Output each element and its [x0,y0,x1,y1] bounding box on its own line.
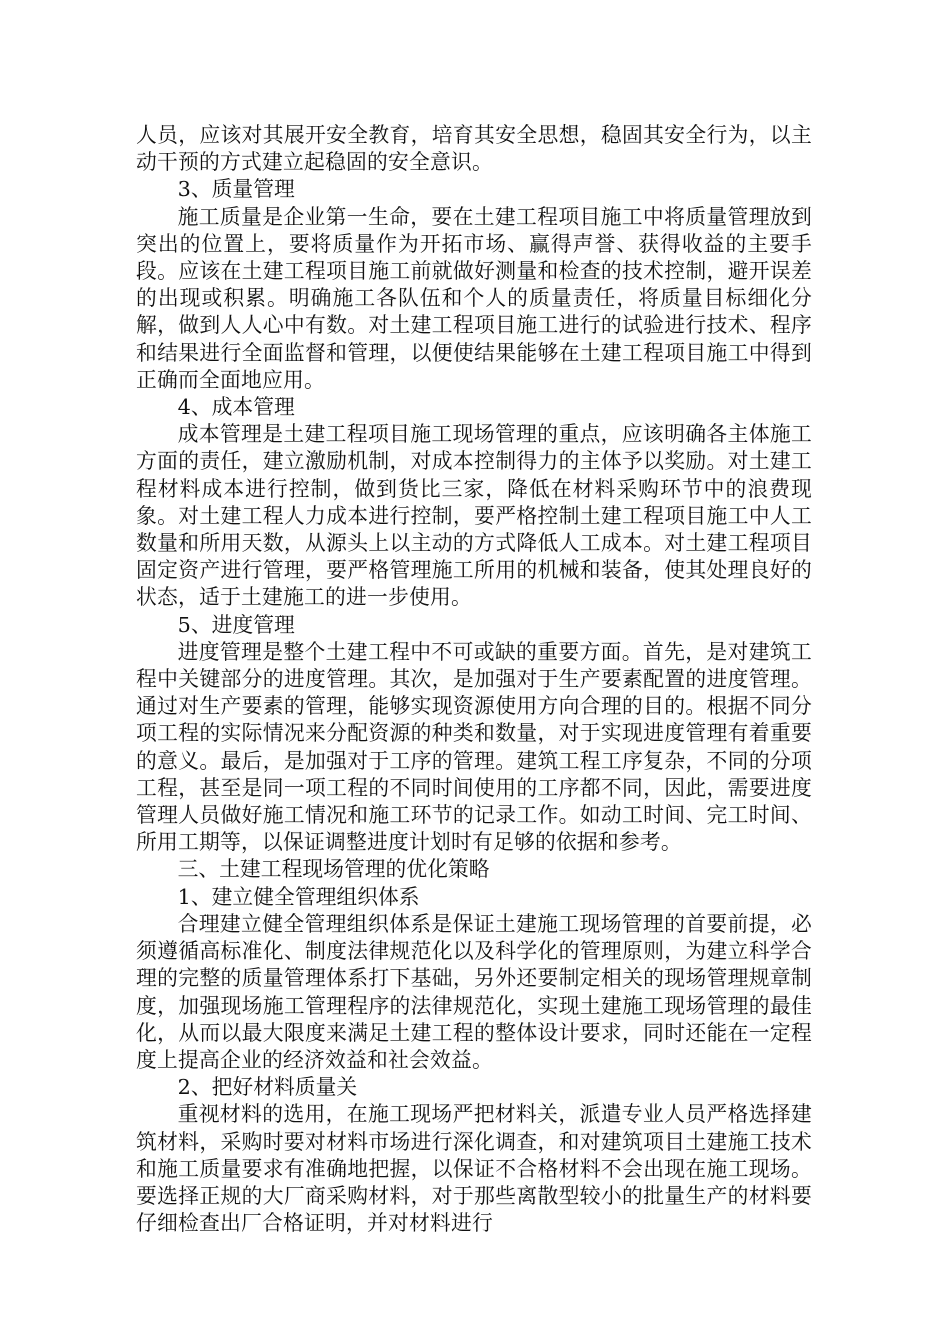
paragraph-organization: 合理建立健全管理组织体系是保证土建施工现场管理的首要前提，必须遵循高标准化、制度法律规范化以及科学化的管理原则，为建立科学合理的完整的质量管理体系打下基础，另外还要制定相关的现场管理规章制度，加强现场施工管理程序的法律规范化，实现土建施工现场管理的最佳化，从而以最大限度来满足土建工程的整体设计要求，同时还能在一定程度上提高企业的经济效益和社会效益。 [136,911,812,1072]
paragraph-cost: 成本管理是土建工程项目施工现场管理的重点，应该明确各主体施工方面的责任，建立激励机制，对成本控制得力的主体予以奖励。对土建工程材料成本进行控制，做到货比三家，降低在材料采购环节中的浪费现象。对土建工程人力成本进行控制，要严格控制土建工程项目施工中人工数量和所用天数，从源头上以主动的方式降低人工成本。对土建工程项目固定资产进行管理，要严格管理施工所用的机械和装备，使其处理良好的状态，适于土建施工的进一步使用。 [136,422,812,610]
section-heading-quality: 3、质量管理 [177,177,295,202]
paragraph-quality: 施工质量是企业第一生命，要在土建工程项目施工中将质量管理放到突出的位置上，要将质量作为开拓市场、赢得声誉、获得收益的主要手段。应该在土建工程项目施工前就做好测量和检查的技术控制，避开误差的出现或积累。明确施工各队伍和个人的质量责任，将质量目标细化分解，做到人人心中有数。对土建工程项目施工进行的试验进行技术、程序和结果进行全面监督和管理，以便使结果能够在土建工程项目施工中得到正确而全面地应用。 [136,204,812,392]
paragraph-progress: 进度管理是整个土建工程中不可或缺的重要方面。首先，是对建筑工程中关键部分的进度管理。其次，是加强对于生产要素配置的进度管理。通过对生产要素的管理，能够实现资源使用方向合理的目的。根据不同分项工程的实际情况来分配资源的种类和数量，对于实现进度管理有着重要的意义。最后，是加强对于工序的管理。建筑工程工序复杂，不同的分项工程，甚至是同一项工程的不同时间使用的工序都不同，因此，需要进度管理人员做好施工情况和施工环节的记录工作。如动工时间、完工时间、所用工期等，以保证调整进度计划时有足够的依据和参考。 [136,639,812,855]
section-heading-organization: 1、建立健全管理组织体系 [177,884,420,909]
paragraph-continued: 人员，应该对其展开安全教育，培育其安全思想，稳固其安全行为，以主动干预的方式建立起稳固的安全意识。 [136,123,812,175]
section-heading-materials: 2、把好材料质量关 [177,1075,358,1100]
document-page [136,122,812,1237]
chapter-heading-optimization: 三、土建工程现场管理的优化策略 [177,857,490,882]
section-heading-progress: 5、进度管理 [177,612,295,637]
paragraph-materials: 重视材料的选用，在施工现场严把材料关，派遣专业人员严格选择建筑材料，采购时要对材料市场进行深化调查，和对建筑项目土建施工技术和施工质量要求有准确地把握，以保证不合格材料不会出现在施工现场。要选择正规的大厂商采购材料，对于那些离散型较小的批量生产的材料要仔细检查出厂合格证明，并对材料进行 [136,1102,812,1236]
section-heading-cost: 4、成本管理 [177,395,295,420]
